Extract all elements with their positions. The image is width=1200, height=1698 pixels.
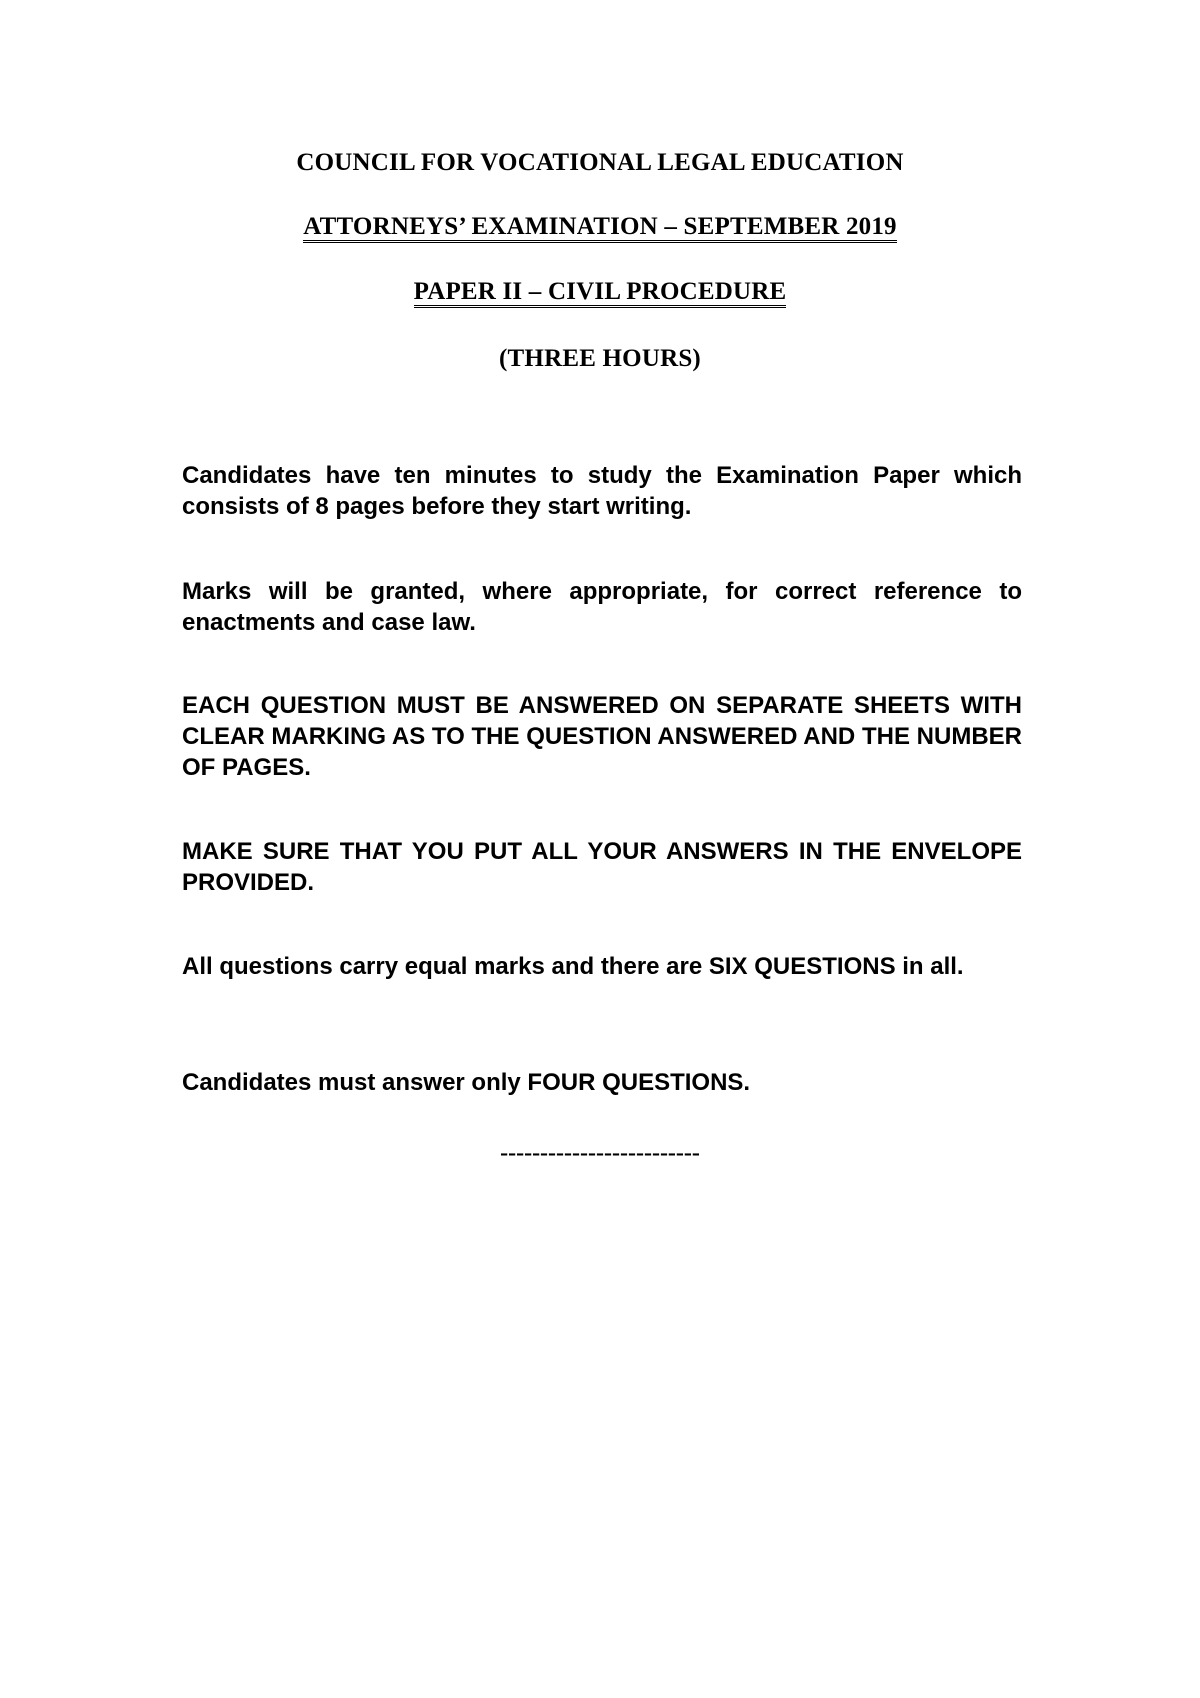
exam-title-text: ATTORNEYS’ EXAMINATION – SEPTEMBER 2019 xyxy=(303,213,897,243)
instruction-envelope: MAKE SURE THAT YOU PUT ALL YOUR ANSWERS IN THE ENVELOPE PROVIDED. xyxy=(182,838,1022,896)
instruction-separate-sheets: EACH QUESTION MUST BE ANSWERED ON SEPARATE SHEETS WITH CLEAR MARKING AS TO THE QUESTION ANSWERED AND THE NUMBER OF PAGES. xyxy=(182,692,1022,781)
council-heading xyxy=(0,148,1200,178)
end-separator: ------------------------- xyxy=(500,1140,700,1166)
instruction-answer-four: Candidates must answer only FOUR QUESTIONS. xyxy=(182,1069,751,1096)
duration-text: (THREE HOURS) xyxy=(499,345,701,372)
instruction-equal-marks: All questions carry equal marks and there are SIX QUESTIONS in all. xyxy=(182,953,964,980)
exam-title-heading xyxy=(0,212,1200,243)
council-heading-text: COUNCIL FOR VOCATIONAL LEGAL EDUCATION xyxy=(296,149,904,176)
instruction-marks-reference: Marks will be granted, where appropriate, for correct reference to enactments and case law. xyxy=(182,578,1022,636)
paper-title-text: PAPER II – CIVIL PROCEDURE xyxy=(414,278,787,308)
instruction-study-time: Candidates have ten minutes to study the Examination Paper which consists of 8 pages before they start writing. xyxy=(182,462,1022,520)
duration-heading xyxy=(0,344,1200,374)
paper-title-heading xyxy=(0,277,1200,308)
